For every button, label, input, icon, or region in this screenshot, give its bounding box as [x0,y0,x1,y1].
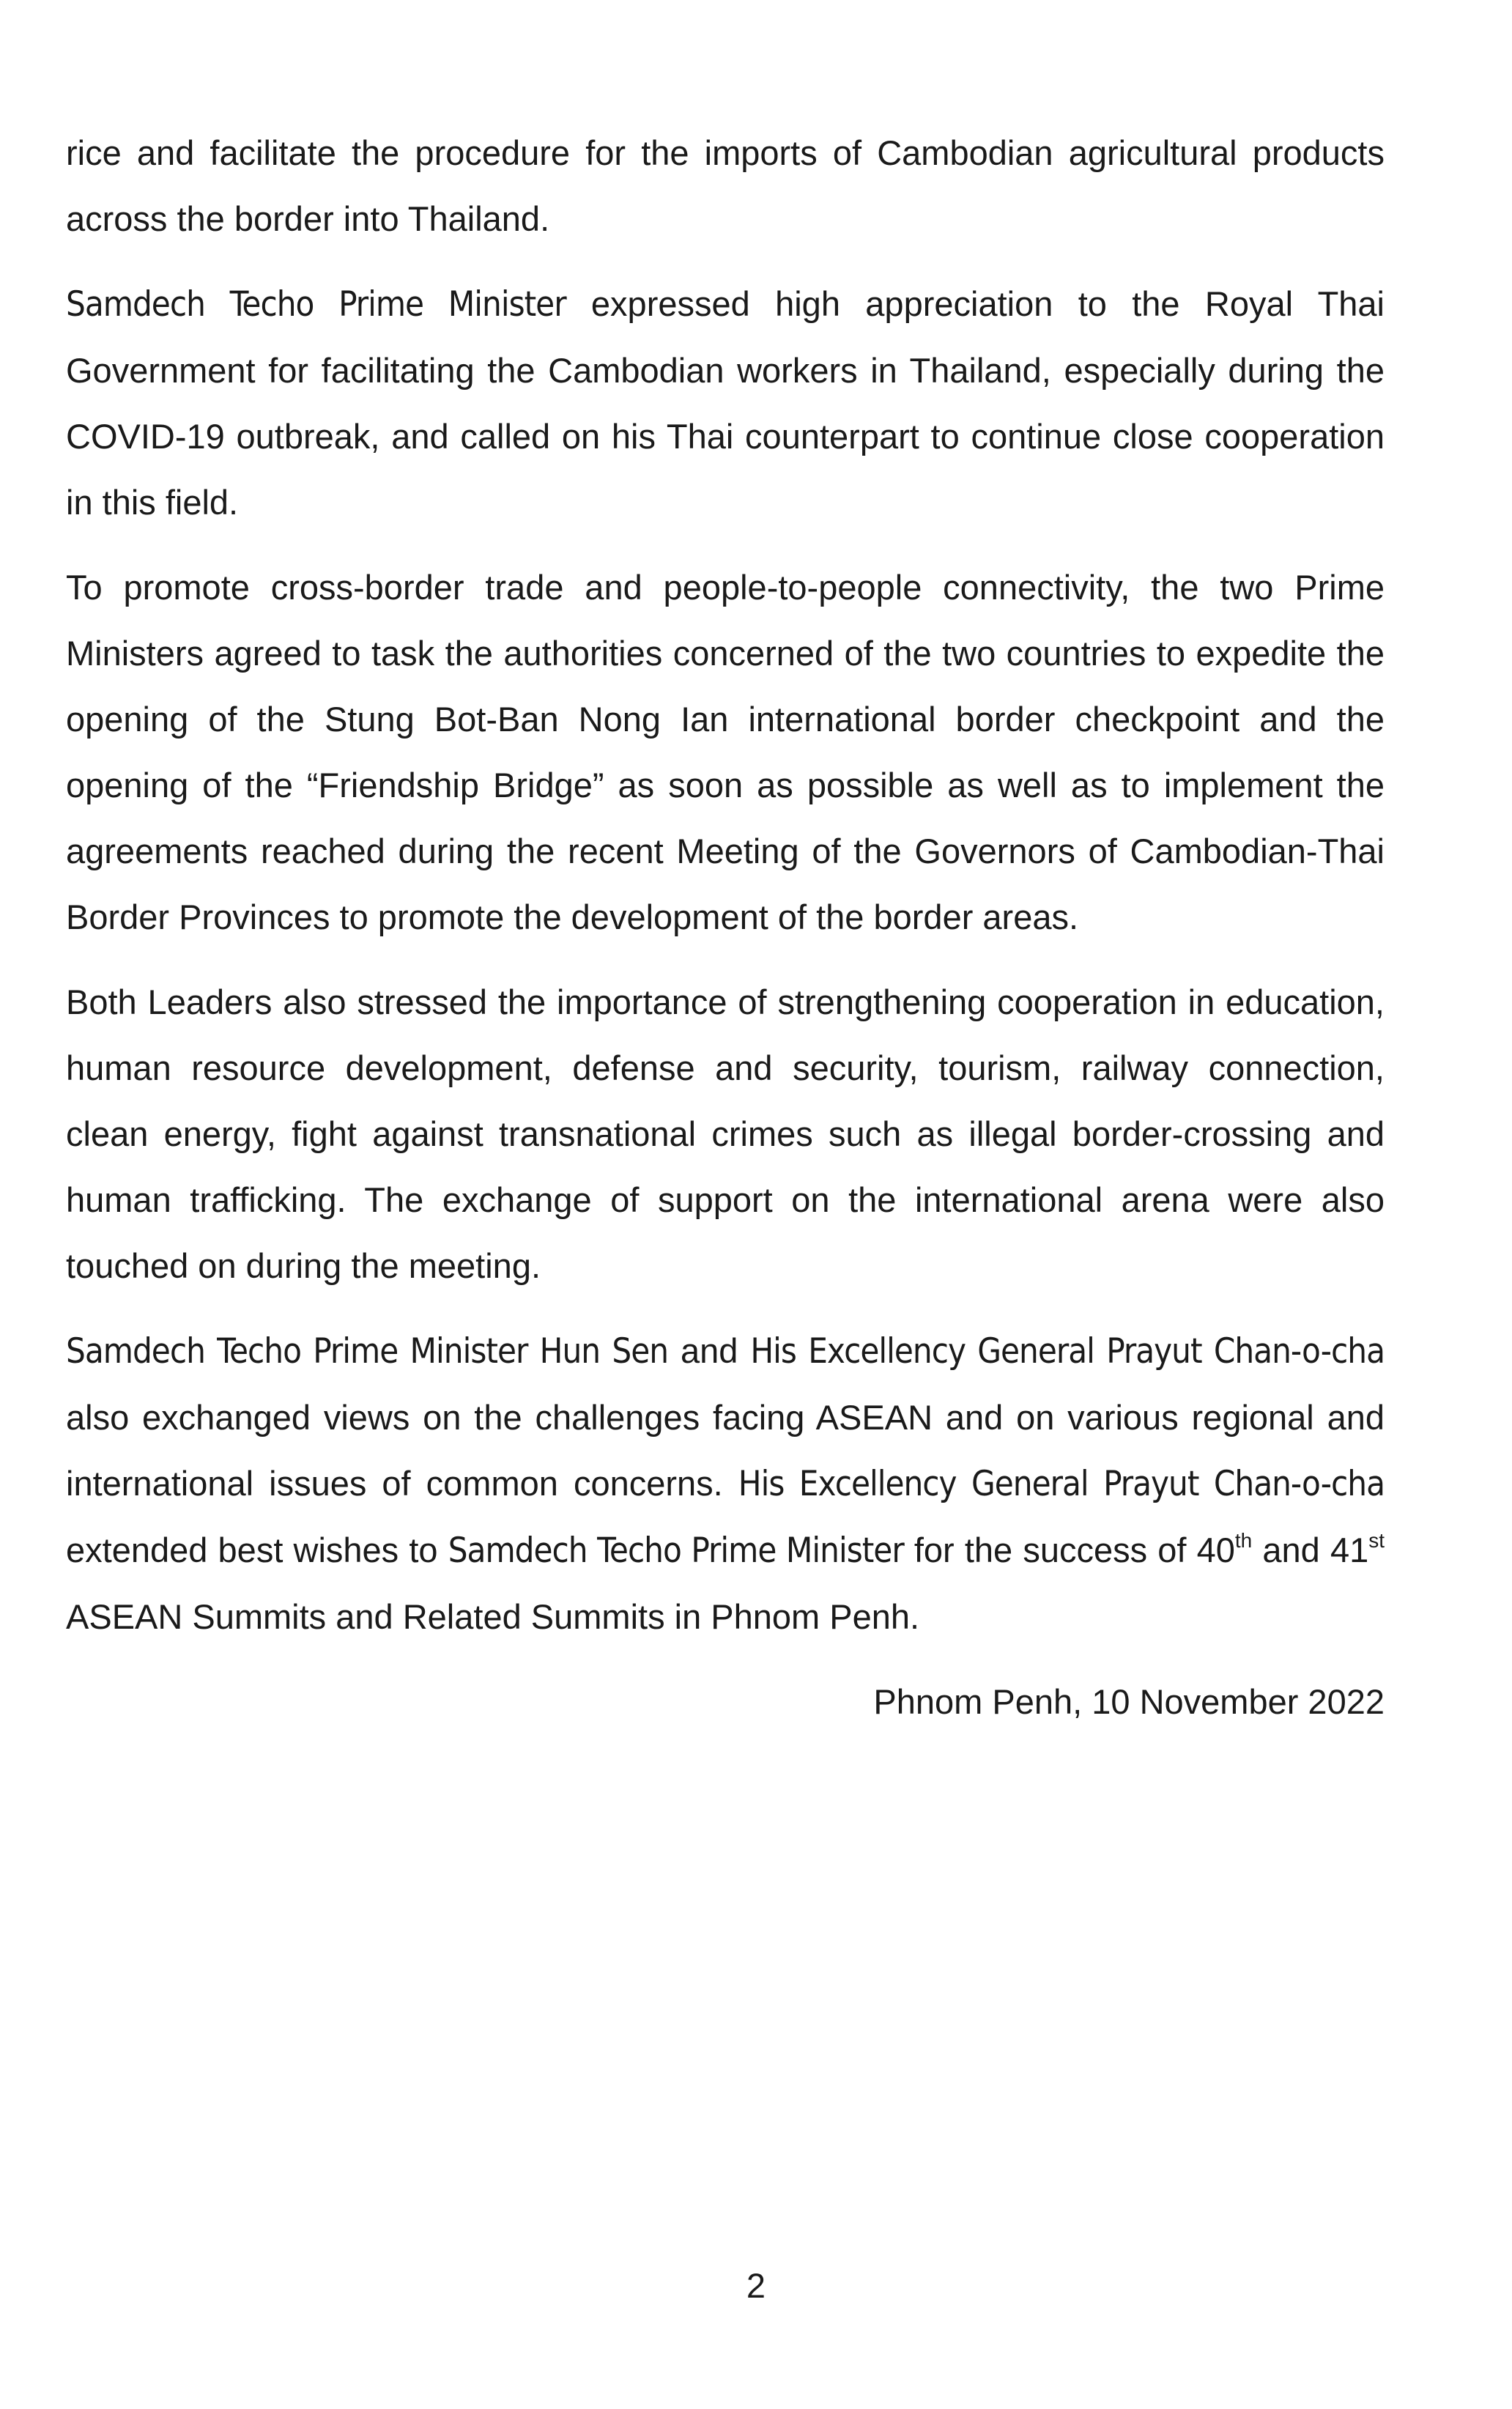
asean-text-1: and [668,1331,751,1370]
asean-text-4: for the success of 40 [903,1531,1235,1569]
bold-name-samdech-2: Samdech Techo Prime Minister [448,1531,904,1571]
body-text [66,120,1385,1735]
page-number: 2 [746,2266,766,2305]
superscript-th: th [1234,1529,1253,1552]
asean-text-6: ASEAN Summits and Related Summits in Phnom Penh. [66,1597,920,1636]
paragraph-imports-text: rice and facilitate the procedure for the imports of Cambodian agricultural products across the border into Thailand. [66,133,1385,238]
paragraph-border-trade [66,555,1385,950]
paragraph-workers [66,271,1385,536]
paragraph-cooperation-text: Both Leaders also stressed the importance of strengthening cooperation in education, human resource development, defense and security, tourism, railway connection, clean energy, fight against transnational crimes such as illegal border-crossing and human trafficking. The exchange of support on the international arena were also touched on during the meeting. [66,983,1385,1285]
asean-text-3: extended best wishes to [66,1531,448,1569]
date-line: Phnom Penh, 10 November 2022 [873,1682,1385,1721]
asean-text-5: and 41 [1252,1531,1369,1569]
bold-name-samdech: Samdech Techo Prime Minister [66,284,566,325]
paragraph-border-trade-text: To promote cross-border trade and people-to-people connectivity, the two Prime Ministers agreed to task the authorities concerned of the two countries to expedite the opening of the Stung Bot-Ban Nong Ian international border checkpoint and the opening of the “Friendship Bridge” as soon as possible as well as to implement the agreements reached during the recent Meeting of the Governors of Cambodian-Thai Border Provinces to promote the development of the border areas. [66,568,1385,936]
paragraph-imports [66,120,1385,252]
paragraph-workers-text: expressed high appreciation to the Royal Thai Government for facilitating the Cambodian workers in Thailand, especially during the COVID-19 outbreak, and called on his Thai counterpart to continue close cooperation in this field. [66,284,1385,522]
bold-name-hun-sen: Samdech Techo Prime Minister Hun Sen [66,1331,669,1372]
bold-name-prayut-2: His Excellency General Prayut Chan-o-cha [738,1464,1385,1504]
paragraph-asean [66,1318,1385,1650]
superscript-st: st [1368,1529,1385,1552]
asean-text-2: also exchanged views on the challenges facing ASEAN and on various regional and international issues of common concerns. [66,1398,1385,1503]
paragraph-cooperation [66,969,1385,1299]
bold-name-prayut-1: His Excellency General Prayut Chan-o-cha [750,1331,1385,1372]
